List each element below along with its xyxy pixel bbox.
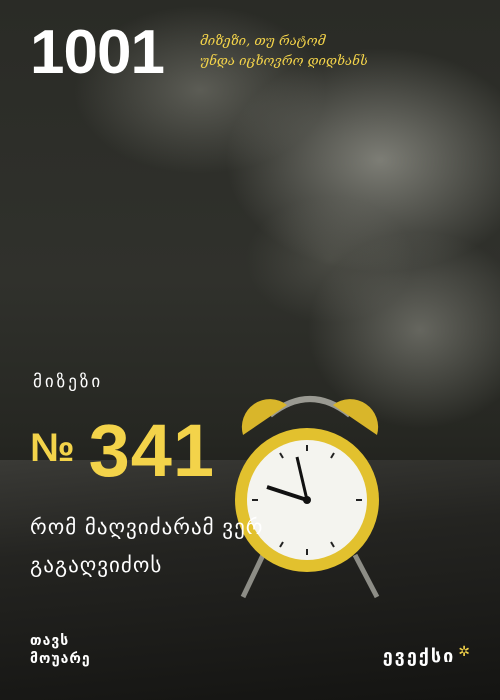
reason-label: მიზეზი [33,372,104,392]
clock-center [303,496,311,504]
reason-number-row [30,408,216,492]
brand-number: 1001 [30,18,164,87]
tagline-line-1: მიზეზი, თუ რატომ [200,34,326,49]
asterisk-logo-icon: ✲ [458,643,470,660]
headline-line-2: გაგაღვიძოს [30,553,163,577]
number-sign: № [30,426,75,470]
left-bell [242,399,287,435]
brand-tagline [200,32,400,72]
publisher-name: ევექსი [382,646,456,667]
headline [30,508,390,584]
section-line-2: მოუარე [30,651,91,667]
right-bell [333,399,378,435]
section-label [30,632,91,668]
reason-number: 341 [88,409,216,492]
section-line-1: თავს [30,633,70,649]
headline-line-1: რომ მაღვიძარამ ვერ [30,515,264,539]
publisher-logo [382,643,470,667]
tagline-line-2: უნდა იცხოვრო დიდხანს [200,54,368,69]
